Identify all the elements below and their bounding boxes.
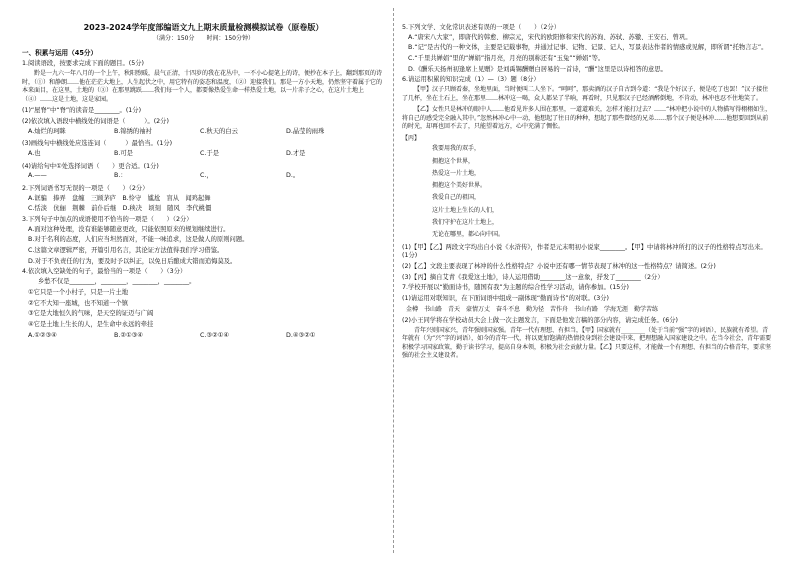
question-6-3: (3)【丙】摘自艾青《我爱这土地》，诗人运用借助________这一意象，抒发了________（2分）	[402, 273, 664, 281]
option: A.也	[28, 149, 41, 157]
option: D.④③②①	[286, 331, 316, 339]
poem-line: 无论在哪里，都心向中国。	[432, 231, 505, 239]
poem-line: 热爱这一片土地，	[432, 169, 481, 177]
option: C.③②①④	[200, 331, 229, 339]
option: D.。	[286, 172, 300, 180]
question-6-2: (2)【乙】文段主要表现了林冲的什么性格特点？小说中还有哪一情节表现了林冲的这一性格特点？请简述。(2分)	[402, 262, 716, 270]
question-1-3-options	[28, 150, 385, 159]
question-4-item: ③它是大地恒久的气味，是天空的证迈与广阔	[28, 310, 154, 318]
question-7: 7.学校开展以“勤面诗书，随国有我”为主题的综合性学习活动，请你参加。(15分)	[402, 284, 629, 292]
question-1-2: (2)依次填入语段中横线处的词语是（ ）。(2分)	[22, 117, 169, 125]
question-1-1: (1)“屋脊”中“脊”的读音是________。(1分)	[22, 107, 142, 115]
question-7-2: (2)小王同学将在学校动员大会上做一次主题发言，下面是他发言稿的部分内容，请完成任务。(6分)	[402, 316, 679, 324]
question-3-option: D.对于不负责任的行为，要及时予以纠正，以免日后酿成大错而追悔莫及。	[28, 257, 237, 265]
exam-subtitle: （满分：150分 时间：150分钟）	[153, 35, 254, 43]
poem-line: 我爱自己的祖国，	[432, 194, 481, 202]
question-5: 5.下列文学、文化常识表述有误的一项是（ ）（2分）	[402, 24, 560, 31]
option: B.：	[114, 172, 127, 180]
poem-line: 拥抱这个美好世界。	[432, 182, 487, 190]
left-column	[22, 22, 385, 549]
poem-line: 我们守护在这片土地上，	[432, 219, 499, 226]
right-column	[402, 22, 772, 549]
option: A.灿烂的珂眯	[28, 127, 66, 135]
question-3: 3.下列句子中加点的成语使用不恰当的一项是（ ）（2分）	[22, 216, 193, 224]
question-3-option: C.这篇文章逻辑严密，开篇引用名言，其论证方法值得我们学习借鉴。	[28, 247, 224, 255]
question-4-lead: 乡愁不仅是________，________，________，________。	[38, 278, 196, 286]
question-1-4-options	[28, 172, 385, 181]
option: B.可是	[114, 149, 133, 157]
question-4-item: ②它不大知一座城，也不知道一个镇	[28, 299, 129, 307]
question-5-option: A.“唐宋八大家”，即唐代的韩愈、柳宗元，宋代的欧阳修和宋代的苏洵、苏轼、苏辙、王安石、曾巩。	[408, 33, 692, 41]
poem-line: 我要用我的双手，	[432, 145, 481, 153]
option: C.，	[200, 172, 213, 180]
question-7-1: (1)请运用对联知识，在下面词语中组成一副体现“勤面诗书”的对联。(3分)	[402, 295, 609, 303]
question-2: 2.下列词语书写无误的一项是（ ）（2分）	[22, 184, 149, 192]
column-divider	[393, 8, 394, 553]
poem-line: 这片土地上生长的人们，	[432, 206, 499, 214]
option: D.才是	[286, 149, 306, 157]
poem-line: 拥抱这个世界，	[432, 157, 475, 165]
question-4: 4.依次填入空缺处的句子，最恰当的一项是（ ）（3分）	[22, 268, 187, 276]
question-2-option-row: A.诓骗 捧弄 盘缠 三顾茅庐 B.怜守 尴尬 盲从 闻鸡起舞	[28, 194, 211, 202]
question-5-option: D.《酬乐天扬州初逢席上见赠》是刘禹锡酬赠白居易的一首诗，“酬”这里是以诗相答的意思。	[408, 65, 667, 73]
passage-yi: 【乙】女性只是林冲的眼中人……他看见许多人围在那里，一道道难关，怎样才能打过去？……“林冲把小说中的人物描写得栩栩如生，将自己的感受完全融入其中。”忽然林冲心中一动，他想起了往日的种种，想起了那些曾经的兄弟……那个汉子便是林冲……他想要回到从前的时光，却再也回不去了，只能望着远方，心中充满了惆怅。	[402, 106, 772, 131]
question-1-2-options	[28, 128, 385, 137]
option: D.晶莹的雨珠	[286, 127, 325, 135]
word-bank: 金樽 书山路 青天 豪情万丈 奋斗不息 勤为径 苦作舟 书山有路 学海无涯 勤学苦练	[406, 305, 659, 313]
question-5-option: C.“千里共婵娟”里的“婵娟”指月亮，月亮的别称还有“玉兔”“婵娟”等。	[408, 55, 605, 63]
option: A.①②③④	[28, 331, 57, 339]
question-4-item: ④它是土地上生长的人，是生命中永远的牵挂	[28, 320, 154, 328]
exam-title: 2023-2024学年度部编语文九上期末质量检测模拟试卷（原卷版）	[83, 23, 324, 32]
question-4-options	[28, 332, 385, 341]
question-2-option-row: C.恬淡 伉俪 荆棘 前仆后继 D.秧决 顷刻 随风 李代桃僵	[28, 205, 212, 213]
question-1-4: (4)请给句中①处选择词语（ ）更合适。(1分)	[22, 162, 159, 170]
poem	[432, 143, 772, 241]
passage-bing-label: 【丙】	[402, 134, 421, 142]
section-heading: 一、积累与运用（45分）	[22, 49, 98, 58]
option: B.锦绣的袖衬	[114, 127, 152, 135]
passage-jia: 【甲】汉子只顾看秦，坐地里面，当时便叫二人坐下。“呵呵”，那卖酒的汉子自古到今道：“我是个好汉子，便是吃了也罢！”汉子接住了几杯，坐在土石上，坐在那里……林冲这一喝，众人都呆了半晌，再看时，只见那汉子已经酒醉倒地，不肯动，林冲也忍不住地笑了。	[402, 86, 769, 102]
question-3-option: A.面对这种处理，没有谁能够随意更改，只能依照原来的规划继续进行。	[28, 225, 230, 233]
question-1: 1.阅读语段，按要求完成下面的题目。(5分)	[22, 60, 144, 68]
option: A.——	[28, 172, 47, 180]
question-6-1: (1)【甲】【乙】两段文字均出自小说《水浒传》，作者是元末明初小说家________。【甲】中请将林冲所打的汉子的性格特点写出来。(1分)	[402, 243, 767, 260]
option: C.秋天的白云	[200, 127, 238, 135]
option: B.②①③④	[114, 331, 143, 339]
question-4-item: ①它只是一个小村子，只是一片土地	[28, 288, 129, 296]
question-1-passage: 黔是一九六一年八月的一个上午，秋阳煦暖，晨气正清，十四岁的我在花丛中，一不小心提笔上的诗，便抄在本子上，翻到那页的诗时，（①）和静朗……他在茫茫大地上，人生起伏之中，用它特有的姿态和温度，（②）迎接我们。那是一方小天地，仍然坚守着属于它的本来面目，在这里，土地的（③）在那里跳跃……我们每一个人，都要像热爱生命一样热爱土地，以一片赤子之心，在这片土地上（④）……这是土地，这是家园。	[22, 70, 383, 103]
option: C.于是	[200, 149, 219, 157]
question-5-option: B.“记”是古代的一种文体，主要是记载事物，并通过记事、记物、记景、记人，写景表达作者的情感或见解，即所谓“托物言志”。	[408, 44, 768, 52]
question-6: 6.请运用积累的知识完成（1）—（3）题（8分）	[402, 76, 540, 84]
question-3-option: B.对于名利的态度，人们应当坦然面对，不能一味追求，这是做人的原则问题。	[28, 236, 249, 244]
question-7-passage: 青年兴则国家兴，青年强则国家强。青年一代有理想、有担当，【甲】国家就有________（处于当前“强”字的词语），民族就有希望。青年就有（为“兴”字的词语），如今的青年一代，将以更加饱满的热情投身到社会建设中来，把理想融入国家建设之中。在当今社会，青年需要积极学习国家政策，勤于读书学习，提高自身本领，积极为社会贡献力量。【乙】只要这样，才能做一个有理想、有担当的合格青年，要求坚强的社会主义建设者。	[402, 326, 772, 360]
question-1-3: (3)画线句中横线处应选连词（ ）最恰当。(1分)	[22, 140, 173, 148]
